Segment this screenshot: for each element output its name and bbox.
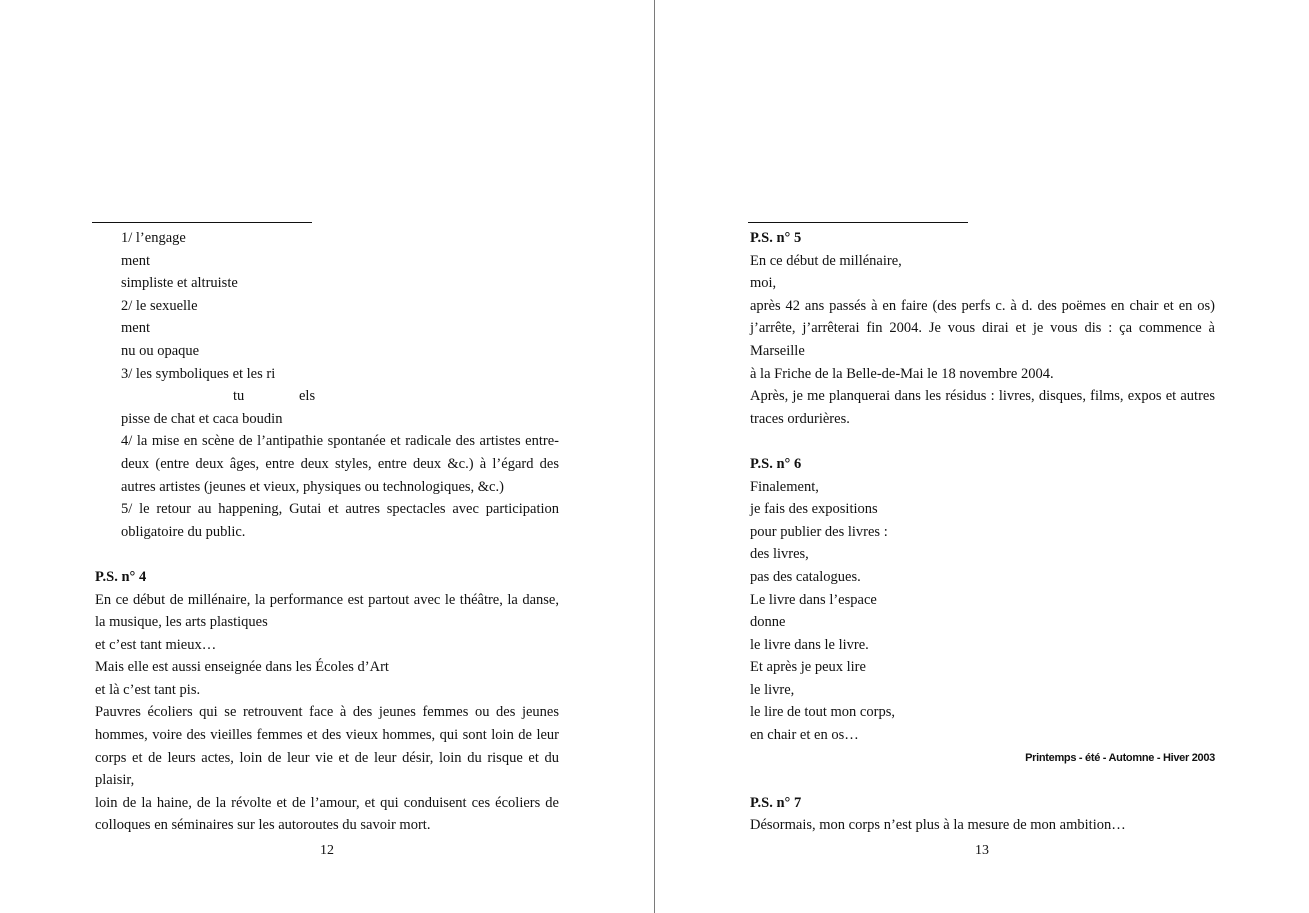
ps5-paragraph-line: Après, je me planquerai dans les résidus : livres, disques, films, expos et autres (750, 388, 1215, 405)
ps4-paragraph-line: corps et de leurs actes, loin de leur vie et de leur désir, loin du risque et du plaisir, (95, 749, 559, 789)
ps6-heading: P.S. n° 6 (750, 455, 802, 472)
ps5-paragraph-line: à la Friche de la Belle-de-Mai le 18 novembre 2004. (750, 365, 1054, 382)
ps6-line: en chair et en os… (750, 727, 859, 744)
list-line: nu ou opaque (121, 342, 200, 359)
ps4-heading: P.S. n° 4 (95, 568, 147, 585)
ps4-line: En ce début de millénaire, la performance est partout avec le théâtre, la danse, (95, 591, 559, 608)
ps4-paragraph-line: Pauvres écoliers qui se retrouvent face à des jeunes femmes ou des jeunes (95, 704, 559, 721)
list-item-4-line: autres artistes (jeunes et vieux, physiques ou technologiques, &c.) (121, 478, 504, 495)
ps4-line: et c’est tant mieux… (95, 636, 217, 653)
list-line: 1/ l’engage (121, 230, 186, 246)
ps6-line: Et après je peux lire (750, 659, 866, 676)
ps5-paragraph-line: traces ordurières. (750, 410, 850, 427)
left-page-text (95, 227, 559, 837)
ps6-line: Le livre dans l’espace (750, 591, 877, 608)
ps4-line: et là c’est tant pis. (95, 681, 201, 698)
right-top-rule (748, 222, 968, 223)
ps6-signature: Printemps - été - Automne - Hiver 2003 (1025, 751, 1215, 764)
list-line: ment (121, 252, 150, 269)
right-page (655, 0, 1309, 913)
ps6-line: le livre dans le livre. (750, 636, 869, 653)
ps6-line: des livres, (750, 546, 809, 563)
ps4-line: Mais elle est aussi enseignée dans les Écoles d’Art (95, 659, 389, 676)
left-page (0, 0, 654, 913)
ps5-paragraph-line: j’arrête, j’arrêterai fin 2004. Je vous dirai et je vous dis : ça commence à Marseille (750, 320, 1215, 359)
ps7-heading: P.S. n° 7 (750, 794, 802, 811)
page-number: 12 (320, 843, 334, 858)
left-top-rule (92, 222, 312, 223)
ps6-line: pour publier des livres : (750, 523, 888, 540)
ps6-line: Finalement, (750, 478, 819, 495)
list-line: simpliste et altruiste (121, 275, 238, 292)
list-line: ment (121, 320, 150, 337)
split-word-line (95, 385, 559, 408)
ps4-paragraph-line: colloques en séminaires sur les autoroutes du savoir mort. (95, 817, 431, 834)
ps6-line: donne (750, 614, 786, 631)
list-line: 3/ les symboliques et les ri (121, 365, 276, 382)
list-item-4-line: 4/ la mise en scène de l’antipathie spontanée et radicale des artistes entre- (121, 433, 559, 450)
ps6-line: le lire de tout mon corps, (750, 704, 895, 721)
split-word-part-b: els (299, 388, 316, 405)
ps4-paragraph-line: loin de la haine, de la révolte et de l’amour, et qui conduisent ces écoliers de (95, 794, 559, 811)
ps6-line: le livre, (750, 681, 795, 698)
list-item-5-line: obligatoire du public. (121, 523, 246, 540)
list-item-5-line: 5/ le retour au happening, Gutai et autres spectacles avec participation (121, 501, 559, 518)
ps4-line: la musique, les arts plastiques (95, 614, 268, 631)
list-item-4-line: deux (entre deux âges, entre deux styles, entre deux &c.) à l’égard des (121, 455, 559, 472)
ps4-paragraph-line: hommes, voire des vieilles femmes et des vieux hommes, qui sont loin de leur (95, 727, 559, 744)
ps5-line: En ce début de millénaire, (750, 252, 902, 269)
ps5-line: moi, (750, 275, 777, 292)
list-line: 2/ le sexuelle (121, 297, 198, 314)
list-line: pisse de chat et caca boudin (121, 410, 283, 427)
ps7-line: Désormais, mon corps n’est plus à la mesure de mon ambition… (750, 817, 1126, 834)
split-word-part-a: tu (233, 388, 245, 405)
ps6-line: je fais des expositions (750, 501, 878, 518)
page-number: 13 (975, 843, 989, 858)
ps5-heading: P.S. n° 5 (750, 230, 802, 246)
ps6-line: pas des catalogues. (750, 568, 861, 585)
ps5-paragraph-line: après 42 ans passés à en faire (des perfs c. à d. des poëmes en chair et en os) (750, 297, 1215, 314)
right-page-text (750, 227, 1215, 837)
